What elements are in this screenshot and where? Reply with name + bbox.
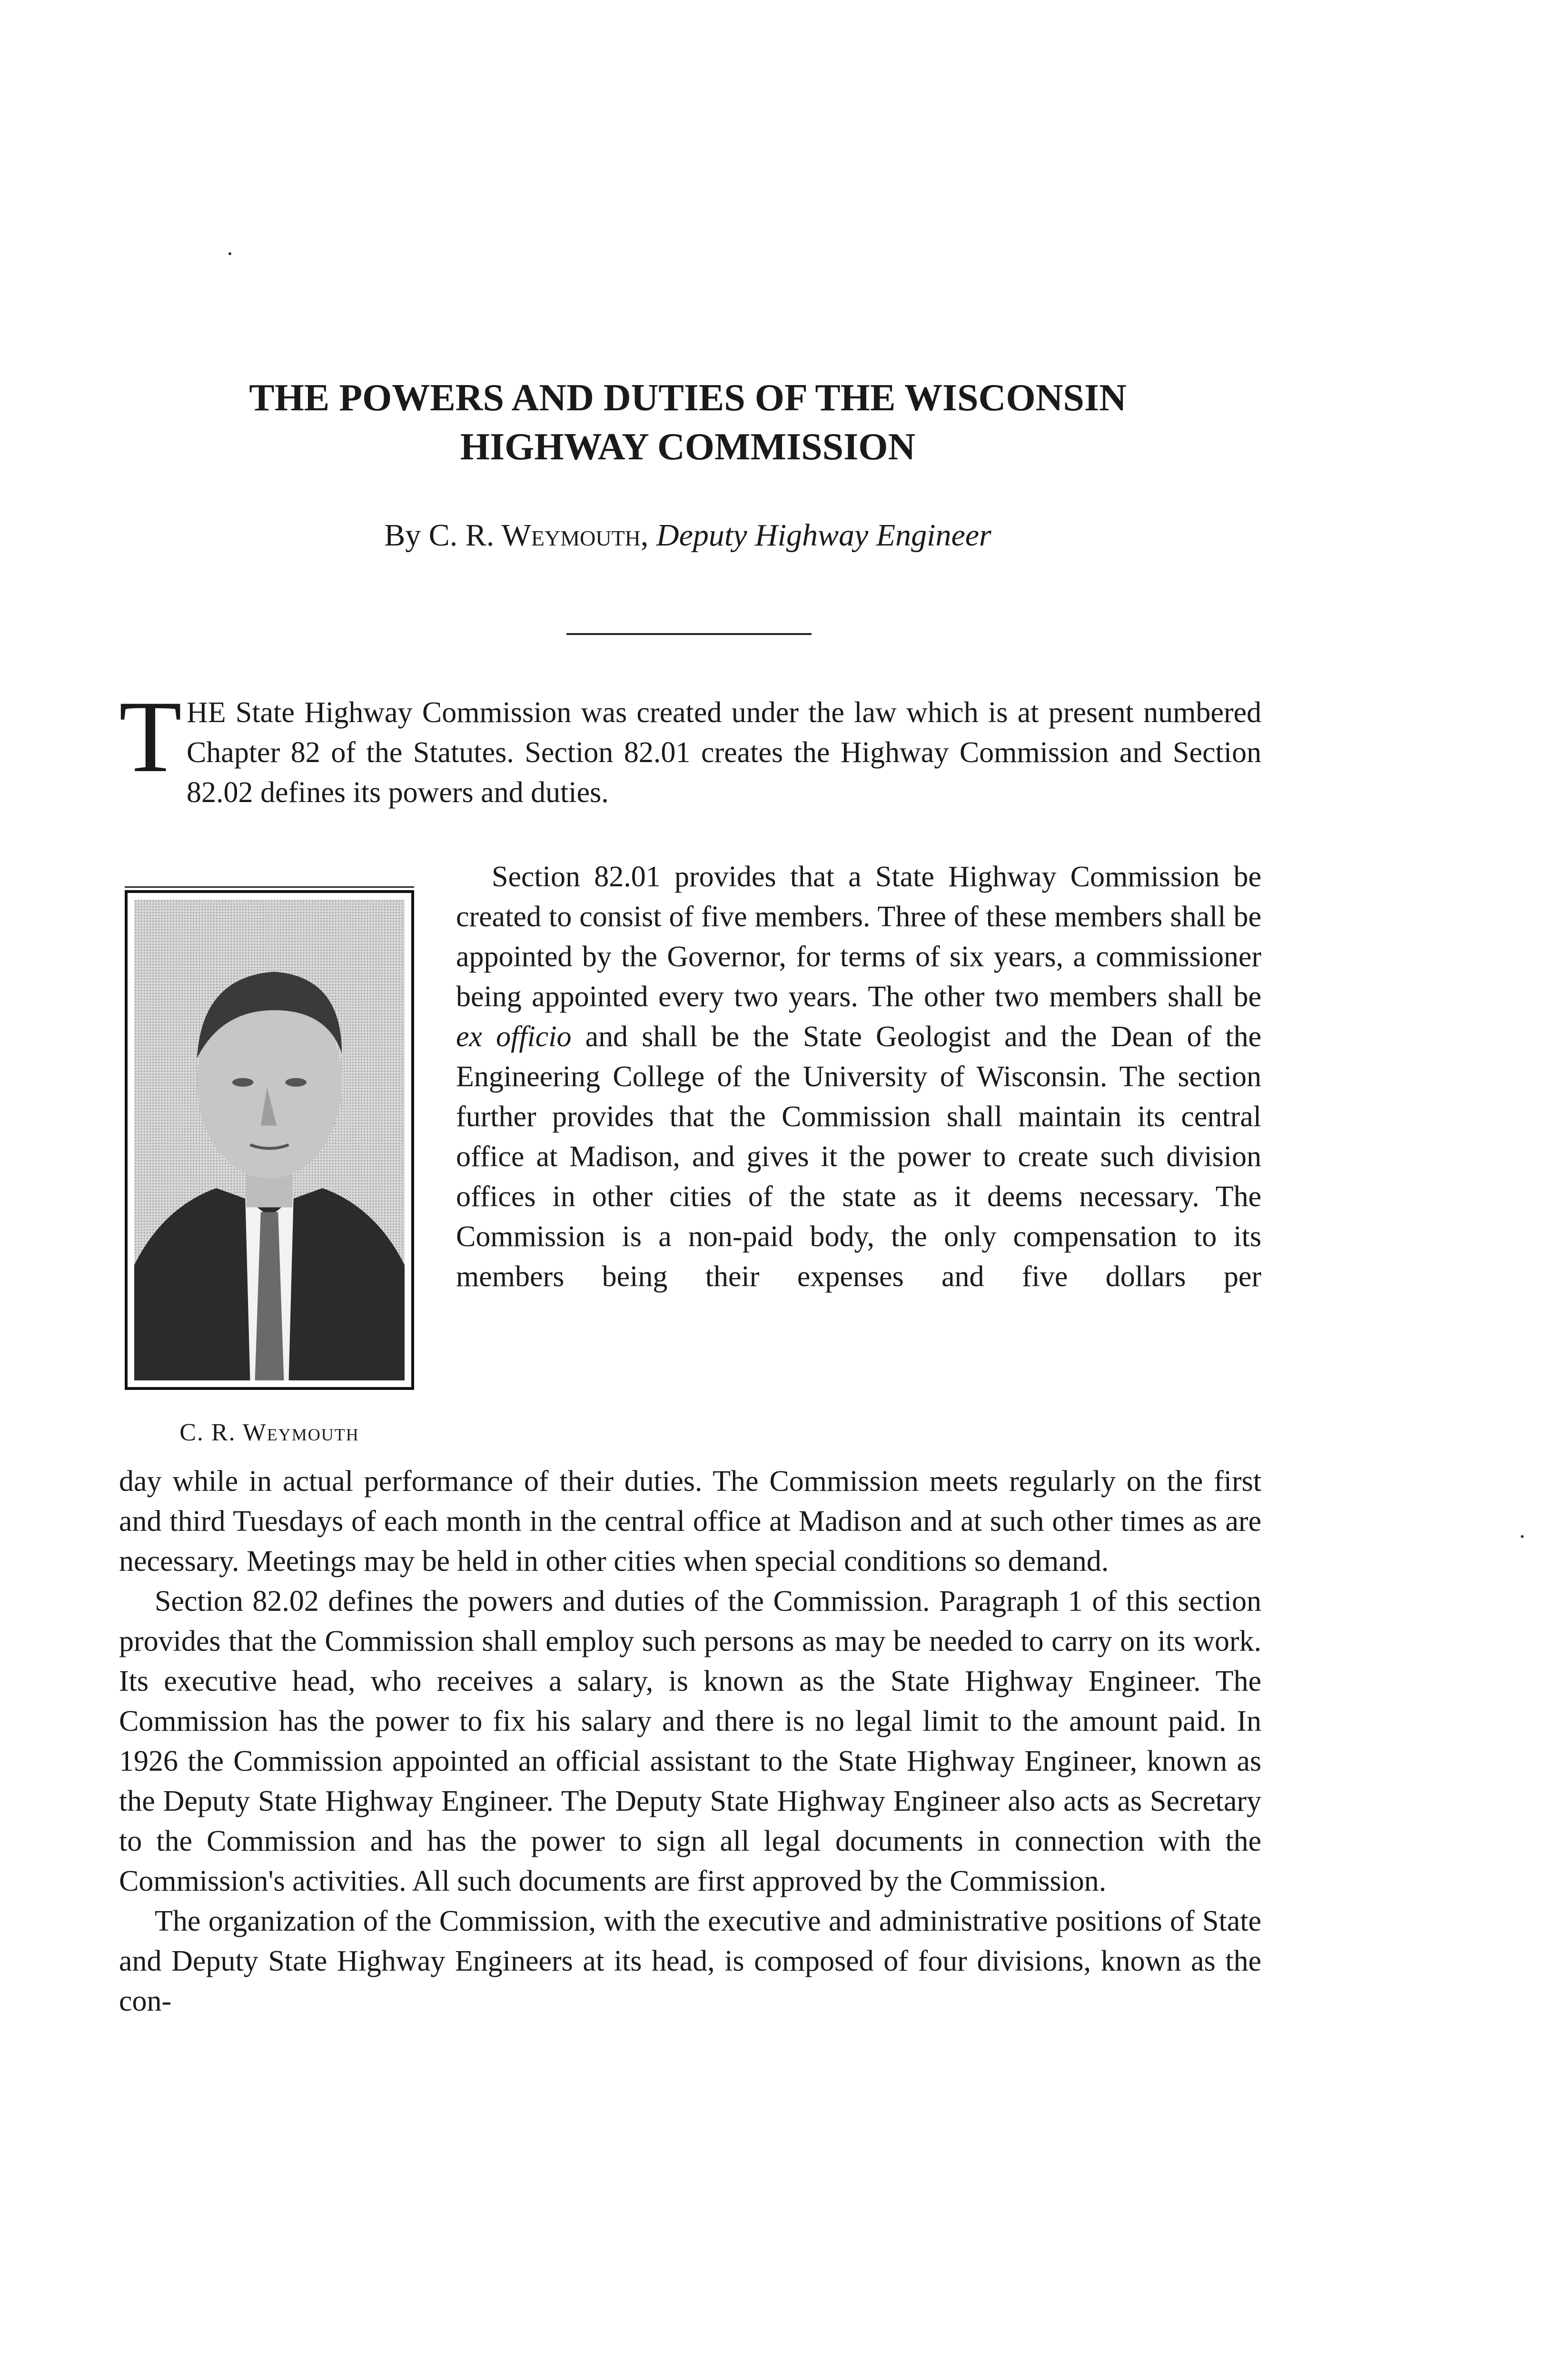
photo-top-rule	[125, 886, 414, 888]
byline	[143, 516, 1233, 555]
paragraph-2-text-b: and shall be the State Geologist and the Dean of the Engineering College of the University of Wisconsin. The section further provides that the Commission shall maintain its central office at Madison, and gives it the power to create such division offices in other cities of the state as it deems necessary. The Commission is a non-paid body, the only compensation to its members being their expenses and five dollars per	[456, 1021, 1261, 1293]
paragraph-2-italic: ex officio	[456, 1021, 572, 1053]
photo-caption: C. R. Weymouth	[179, 1419, 359, 1446]
portrait-image	[134, 900, 405, 1380]
author-role: Deputy Highway Engineer	[656, 518, 991, 553]
article-title	[143, 374, 1233, 472]
title-line-1: THE POWERS AND DUTIES OF THE WISCONSIN	[249, 377, 1127, 419]
paragraph-1-text: HE State Highway Commission was created under the law which is at present numbered Chapter 82 of the Statutes. Section 82.01 creates the Highway Commission and Section 82.02 defines its powers and duties.	[186, 696, 1261, 809]
author-photo	[125, 890, 414, 1390]
paragraph-2-text-a: Section 82.01 provides that a State Highway Commission be created to consist of five members. Three of these members shall be appointed by the Governor, for terms of six years, a commissioner being appointed every two years. The other two members shall be	[456, 861, 1261, 1013]
title-divider	[566, 633, 812, 635]
paragraph-1	[119, 680, 1261, 813]
page-speck	[1521, 1535, 1524, 1538]
paragraph-3: Section 82.02 defines the powers and duties of the Commission. Paragraph 1 of this section provides that the Commission shall employ such persons as may be needed to carry on its work. Its executive head, who receives a salary, is known as the State Highway Engineer. The Commission has the power to fix his salary and there is no legal limit to the amount paid. In 1926 the Commission appointed an official assistant to the State Highway Engineer, known as the Deputy State Highway Engineer. The Deputy State Highway Engineer also acts as Secretary to the Commission and has the power to sign all legal documents in connection with the Commission's activities. All such documents are first approved by the Commission.	[119, 1585, 1261, 1897]
title-line-2: HIGHWAY COMMISSION	[460, 426, 916, 468]
paragraph-2	[456, 857, 1261, 1297]
body-full-width	[119, 1461, 1261, 2021]
paragraph-4: The organization of the Commission, with the executive and administrative positions of State and Deputy State Highway Engineers at its head, is composed of four divisions, known as the con-	[119, 1905, 1261, 2017]
author-name: C. R. Weymouth,	[428, 518, 649, 553]
paragraph-2-continued: day while in actual performance of their duties. The Commission meets regularly on the first and third Tuesdays of each month in the central office at Madison and at such other times as are necessary. Meetings may be held in other cities when special conditions so demand.	[119, 1465, 1261, 1577]
drop-cap: T	[119, 680, 182, 793]
page-speck	[228, 252, 231, 255]
byline-prefix: By	[384, 518, 421, 553]
